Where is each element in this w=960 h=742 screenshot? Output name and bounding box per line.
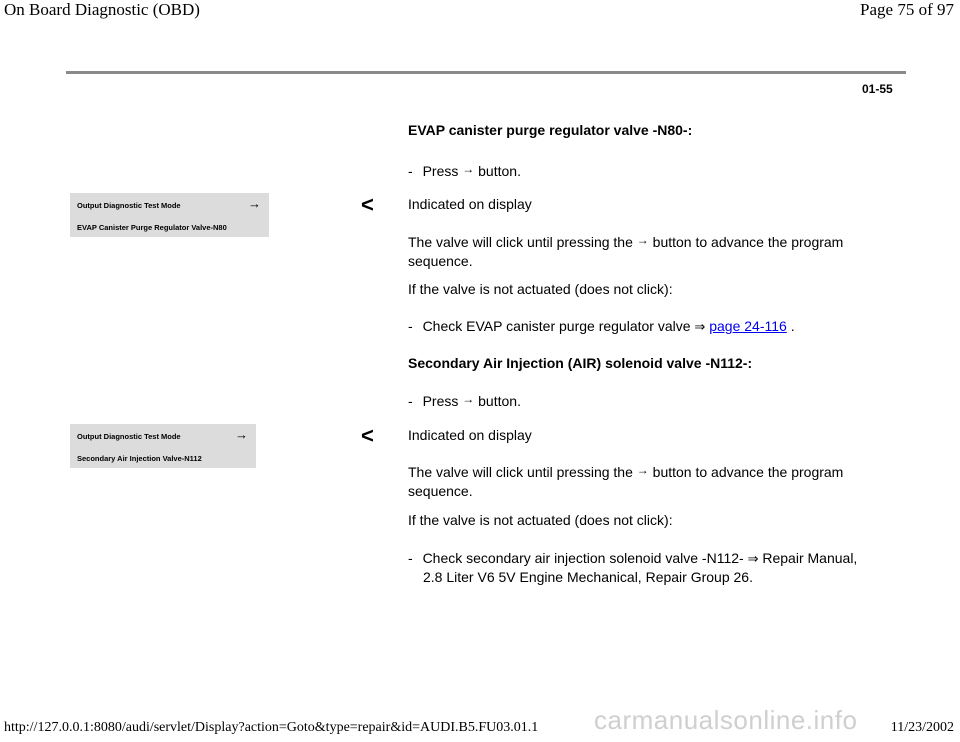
right-arrow-icon: → — [462, 162, 475, 176]
check-line-1-prefix: Check secondary air injection solenoid valve -N112- — [422, 550, 744, 566]
step-dash: - — [408, 393, 413, 409]
click-suffix: button to advance the program — [652, 464, 844, 480]
right-arrow-icon: → — [636, 233, 649, 247]
display-line-1: Output Diagnostic Test Mode — [77, 201, 181, 210]
click-suffix: button to advance the program — [652, 234, 844, 250]
check-prefix: Check EVAP canister purge regulator valve — [422, 318, 691, 334]
display-panel-n80 — [70, 193, 269, 237]
step-dash: - — [408, 163, 413, 179]
click-prefix: The valve will click until pressing the — [408, 464, 633, 480]
document-title: On Board Diagnostic (OBD) — [4, 0, 200, 19]
display-arrow-icon: → — [248, 196, 261, 211]
press-step-n80 — [408, 160, 521, 181]
press-prefix: Press — [422, 163, 459, 179]
header-rule — [66, 71, 906, 74]
indicated-text-n80: Indicated on display — [408, 196, 532, 212]
click-line-2: sequence. — [408, 253, 473, 269]
caret-pointer-icon: < — [361, 192, 374, 217]
implies-arrow-icon: ⇒ — [747, 551, 759, 566]
watermark: carmanualsonline.info — [594, 705, 858, 735]
implies-arrow-icon: ⇒ — [694, 319, 706, 334]
press-suffix: button. — [478, 163, 521, 179]
press-prefix: Press — [422, 393, 459, 409]
display-line-1: Output Diagnostic Test Mode — [77, 432, 181, 441]
display-line-2: Secondary Air Injection Valve-N112 — [77, 454, 202, 463]
display-panel-n112 — [70, 424, 256, 468]
page-link-24-116[interactable]: page 24-116 — [709, 318, 787, 334]
check-suffix: . — [790, 318, 795, 334]
check-step-n112 — [408, 549, 857, 587]
click-line-2: sequence. — [408, 483, 473, 499]
check-step-n80 — [408, 317, 795, 336]
step-dash: - — [408, 318, 413, 334]
indicated-text-n112: Indicated on display — [408, 427, 532, 443]
right-arrow-icon: → — [462, 392, 475, 406]
press-suffix: button. — [478, 393, 521, 409]
not-actuated-n112: If the valve is not actuated (does not click): — [408, 512, 673, 528]
right-arrow-icon: → — [636, 463, 649, 477]
check-line-2: 2.8 Liter V6 5V Engine Mechanical, Repair Group 26. — [423, 569, 753, 585]
check-line-1-suffix: Repair Manual, — [762, 550, 858, 566]
section-heading-n112: Secondary Air Injection (AIR) solenoid valve -N112-: — [408, 355, 753, 371]
page-counter: Page 75 of 97 — [860, 0, 954, 19]
step-dash: - — [408, 550, 413, 566]
footer-url: http://127.0.0.1:8080/audi/servlet/Display?action=Goto&type=repair&id=AUDI.B5.FU03.01.1 — [4, 720, 539, 735]
display-line-2: EVAP Canister Purge Regulator Valve-N80 — [77, 223, 227, 232]
caret-pointer-icon: < — [361, 423, 374, 448]
footer-date: 11/23/2002 — [890, 720, 954, 735]
not-actuated-n80: If the valve is not actuated (does not click): — [408, 281, 673, 297]
page-number: 01-55 — [862, 82, 893, 96]
display-arrow-icon: → — [235, 427, 248, 442]
section-heading-n80: EVAP canister purge regulator valve -N80-: — [408, 122, 693, 138]
click-note-n112 — [408, 461, 843, 501]
press-step-n112 — [408, 390, 521, 411]
click-note-n80 — [408, 231, 843, 271]
click-prefix: The valve will click until pressing the — [408, 234, 633, 250]
